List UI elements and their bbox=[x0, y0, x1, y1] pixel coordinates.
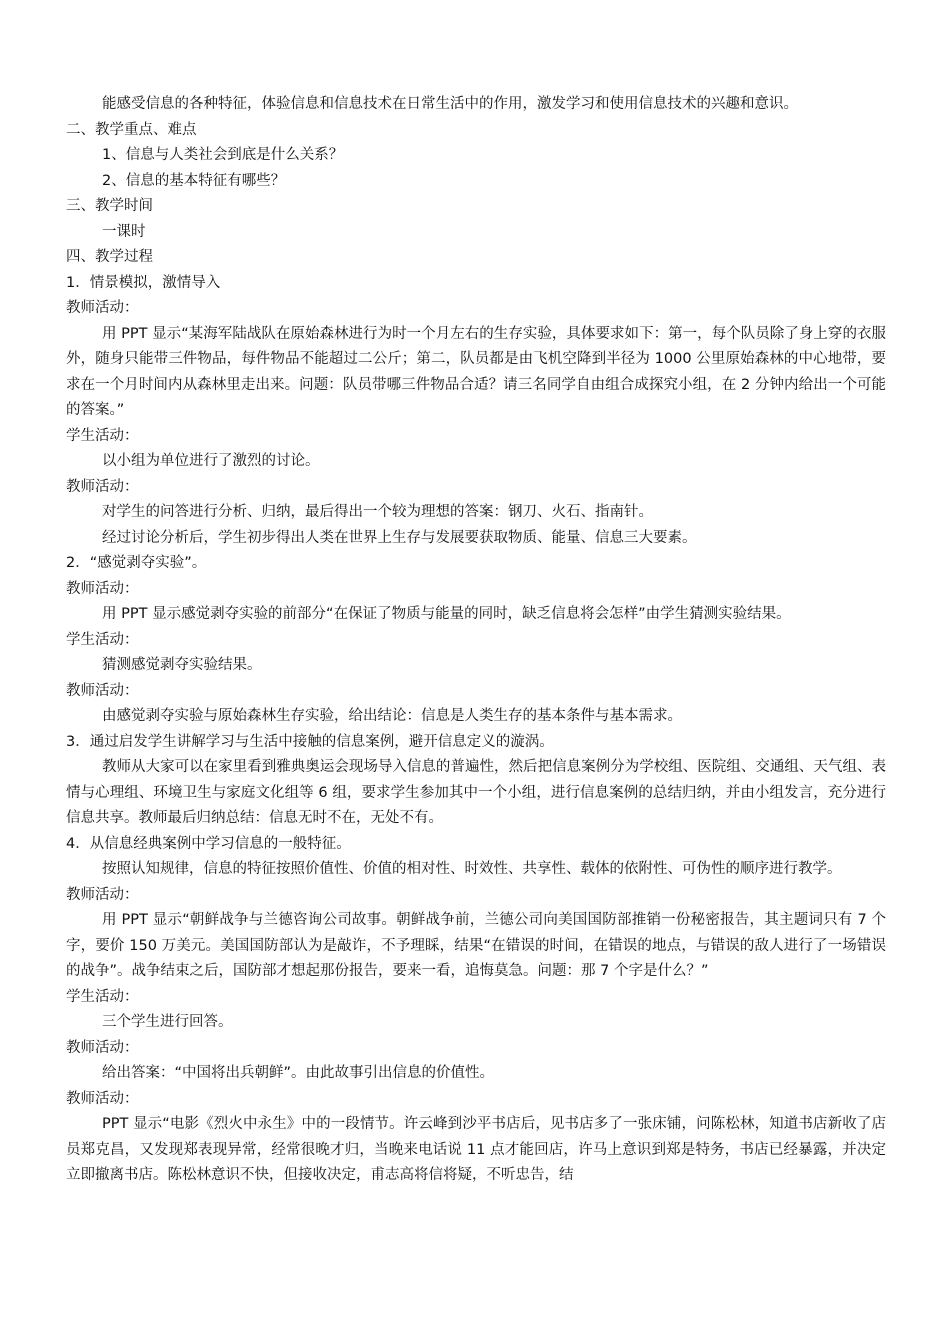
paragraph: PPT 显示“电影《烈火中永生》中的一段情节。许云峰到沙平书店后，见书店多了一张床铺，问陈松林，知道书店新收了店员郑克昌，又发现郑表现异常，经常很晚才归，当晚来电话说 11 点才能回店，许马上意识到郑是特务，书店已经暴露，并决定立即撤离书店。陈松林意识不快，但接收决定，甫志高将信将疑，不听忠告，结 bbox=[66, 1116, 886, 1183]
paragraph: 用 PPT 显示“某海军陆战队在原始森林进行为时一个月左右的生存实验，具体要求如下：第一，每个队员除了身上穿的衣服外，随身只能带三件物品，每件物品不能超过二公斤；第二，队员都是由飞机空降到半径为 1000 公里原始森林的中心地带，要求在一个月时间内从森林里走出来。问题：队员带哪三件物品合适？请三名同学自由组合成探究小组，在 2 分钟内给出一个可能的答案。” bbox=[66, 325, 886, 418]
paragraph: 按照认知规律，信息的特征按照价值性、价值的相对性、时效性、共享性、载体的依附性、可伪性的顺序进行教学。 bbox=[102, 861, 842, 877]
paragraph: 用 PPT 显示“朝鲜战争与兰德咨询公司故事。朝鲜战争前，兰德公司向美国国防部推销一份秘密报告，其主题词只有 7 个字，要价 150 万美元。美国国防部认为是敲诈，不予理睬，结果“在错误的时间，在错误的地点，与错误的敌人进行了一场错误的战争”。战争结束之后，国防部才想起那份报告，要来一看，追悔莫急。问题：那 7 个字是什么？” bbox=[66, 912, 886, 979]
section-heading: 四、教学过程 bbox=[66, 249, 153, 265]
paragraph: 经过讨论分析后，学生初步得出人类在世界上生存与发展要获取物质、能量、信息三大要素。 bbox=[102, 529, 697, 546]
paragraph: 一课时 bbox=[102, 223, 146, 240]
activity-label: 学生活动： bbox=[66, 631, 139, 648]
activity-label: 教师活动： bbox=[66, 886, 139, 903]
paragraph: 由感觉剥夺实验与原始森林生存实验，给出结论：信息是人类生存的基本条件与基本需求。 bbox=[102, 708, 682, 724]
activity-label: 教师活动： bbox=[66, 580, 139, 597]
activity-label: 教师活动： bbox=[66, 1039, 139, 1056]
paragraph: 用 PPT 显示感觉剥夺实验的前部分“在保证了物质与能量的同时，缺乏信息将会怎样”由学生猜测实验结果。 bbox=[102, 606, 791, 622]
section-heading: 三、教学时间 bbox=[66, 198, 153, 214]
document-page bbox=[66, 92, 886, 1189]
activity-label: 学生活动： bbox=[66, 427, 139, 444]
subsection-heading: 3．通过启发学生讲解学习与生活中接触的信息案例，避开信息定义的漩涡。 bbox=[66, 733, 554, 750]
paragraph: 能感受信息的各种特征，体验信息和信息技术在日常生活中的作用，激发学习和使用信息技术的兴趣和意识。 bbox=[102, 96, 798, 112]
activity-label: 教师活动： bbox=[66, 478, 139, 495]
activity-label: 教师活动： bbox=[66, 300, 139, 316]
activity-label: 教师活动： bbox=[66, 682, 139, 699]
paragraph: 对学生的问答进行分析、归纳，最后得出一个较为理想的答案：钢刀、火石、指南针。 bbox=[102, 504, 653, 520]
paragraph: 以小组为单位进行了激烈的讨论。 bbox=[102, 453, 320, 469]
subsection-heading: 4．从信息经典案例中学习信息的一般特征。 bbox=[66, 835, 351, 852]
subsection-heading: 1．情景模拟，激情导入 bbox=[66, 274, 221, 291]
activity-label: 教师活动： bbox=[66, 1090, 139, 1107]
list-item: 1、信息与人类社会到底是什么关系？ bbox=[102, 147, 344, 163]
paragraph: 教师从大家可以在家里看到雅典奥运会现场导入信息的普遍性，然后把信息案例分为学校组、医院组、交通组、天气组、表情与心理组、环境卫生与家庭文化组等 6 组，要求学生参加其中一个小组，进行信息案例的总结归纳，并由小组发言，充分进行信息共享。教师最后归纳总结：信息无时不在，无处不有。 bbox=[66, 759, 886, 826]
paragraph: 给出答案：“中国将出兵朝鲜”。由此故事引出信息的价值性。 bbox=[102, 1065, 495, 1081]
list-item: 2、信息的基本特征有哪些？ bbox=[102, 172, 286, 189]
paragraph: 猜测感觉剥夺实验结果。 bbox=[102, 657, 262, 673]
section-heading: 二、教学重点、难点 bbox=[66, 121, 197, 138]
paragraph: 三个学生进行回答。 bbox=[102, 1014, 233, 1030]
activity-label: 学生活动： bbox=[66, 988, 139, 1005]
subsection-heading: 2．“感觉剥夺实验”。 bbox=[66, 555, 207, 571]
